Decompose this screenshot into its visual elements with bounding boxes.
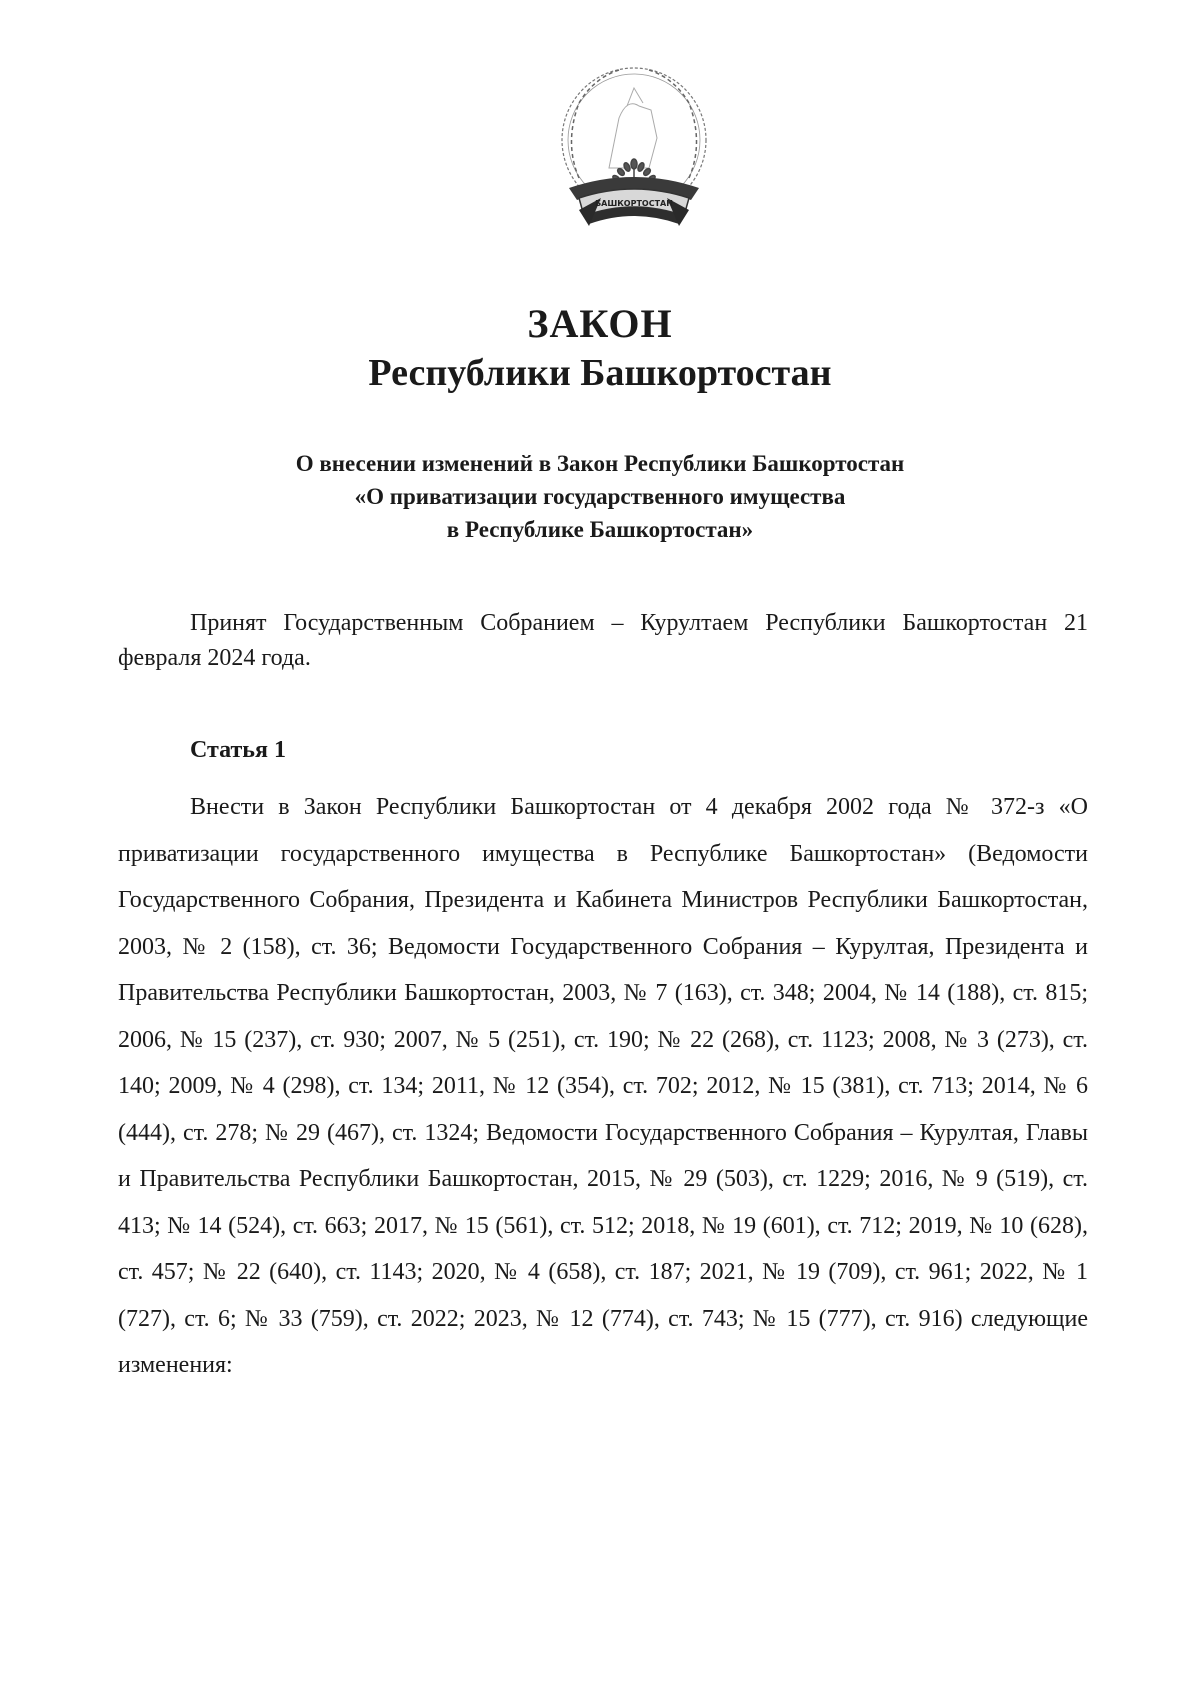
law-subtitle: Республики Башкортостан — [368, 352, 832, 394]
emblem-ribbon-text: БАШКОРТОСТАН — [595, 199, 673, 208]
article-1-heading: Статья 1 — [190, 737, 286, 763]
subject-line-2: «О приватизации государственного имущества — [354, 484, 846, 509]
subject-line-1: О внесении изменений в Закон Республики Башкортостан — [295, 451, 905, 476]
adoption-statement: Принят Государственным Собранием – Курултаем Республики Башкортостан 21 февраля 2024 года. — [118, 610, 1088, 671]
law-subject — [0, 447, 1200, 546]
law-title: ЗАКОН — [527, 301, 673, 346]
subject-line-3: в Республике Башкортостан» — [446, 517, 754, 542]
law-title-block — [0, 300, 1200, 398]
article-1-body: Внести в Закон Республики Башкортостан от 4 декабря 2002 года № 372-з «О приватизации государственного имущества в Республике Башкортостан» (Ведомости Государственного Собрания, Президента и Кабинета Министров Республики Башкортостан, 2003, № 2 (158), ст. 36; Ведомости Государственного Собрания – Курултая, Президента и Правительства Республики Башкортостан, 2003, № 7 (163), ст. 348; 2004, № 14 (188), ст. 815; 2006, № 15 (237), ст. 930; 2007, № 5 (251), ст. 190; № 22 (268), ст. 1123; 2008, № 3 (273), ст. 140; 2009, № 4 (298), ст. 134; 2011, № 12 (354), ст. 702; 2012, № 15 (381), ст. 713; 2014, № 6 (444), ст. 278; № 29 (467), ст. 1324; Ведомости Государственного Собрания – Курултая, Главы и Правительства Республики Башкортостан, 2015, № 29 (503), ст. 1229; 2016, № 9 (519), ст. 413; № 14 (524), ст. 663; 2017, № 15 (561), ст. 512; 2018, № 19 (601), ст. 712; 2019, № 10 (628), ст. 457; № 22 (640), ст. 1143; 2020, № 4 (658), ст. 187; 2021, № 19 (709), ст. 961; 2022, № 1 (727), ст. 6; № 33 (759), ст. 2022; 2023, № 12 (774), ст. 743; № 15 (777), ст. 916) следующие изменения: — [118, 794, 1088, 1378]
coat-of-arms-emblem — [539, 48, 729, 238]
